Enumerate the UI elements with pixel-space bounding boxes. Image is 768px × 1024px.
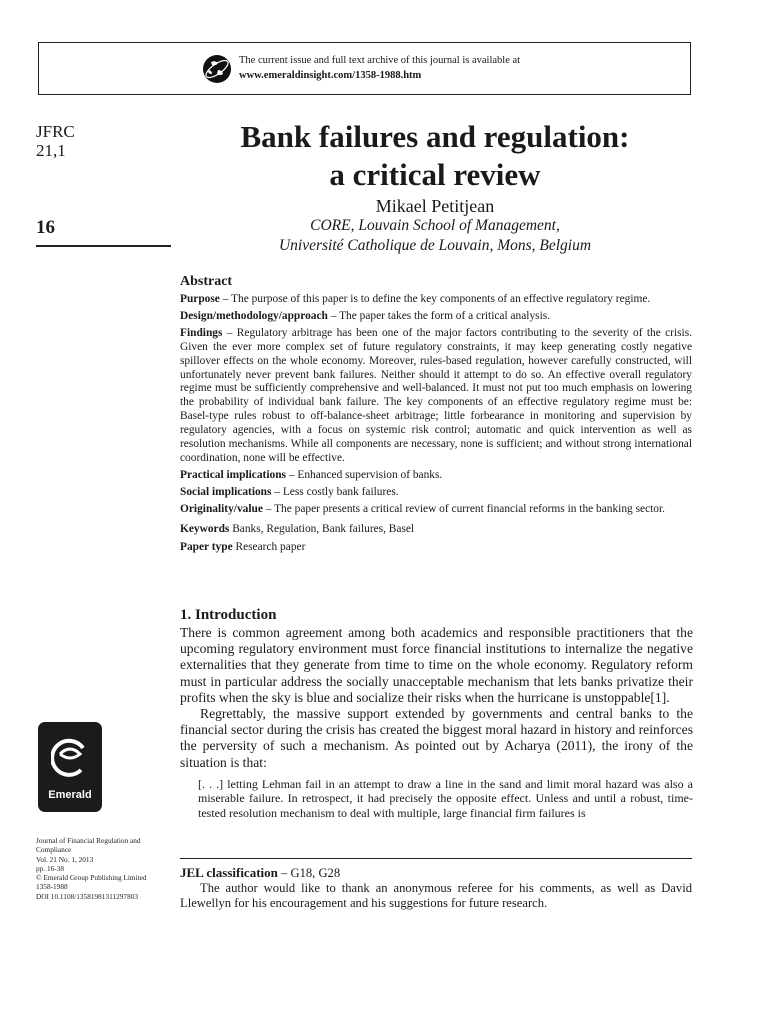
abstract-originality (180, 503, 692, 517)
citation-line: Compliance (36, 845, 72, 855)
jel-codes: – G18, G28 (277, 866, 341, 880)
intro-paragraph-2: Regrettably, the massive support extended by governments and central banks to the financial sector during the crisis has created the biggest moral hazard in history and reinforces the perversity of such a mechanism. As pointed out by Acharya (2011), the irony of the situation is that: (180, 706, 693, 770)
social-label: Social implications (180, 485, 272, 498)
keywords-text: Banks, Regulation, Bank failures, Basel (229, 522, 415, 535)
originality-text: – The paper presents a critical review of current financial reforms in the banking sector. (262, 502, 666, 515)
emerald-logo (38, 722, 102, 812)
design-label: Design/methodology/approach (180, 309, 328, 322)
originality-label: Originality/value (180, 502, 263, 515)
citation-line: pp. 16-38 (36, 863, 64, 873)
introduction-section (180, 606, 693, 821)
affiliation-line-2: Université Catholique de Louvain, Mons, Belgium (278, 237, 592, 254)
paper-type-text: Research paper (232, 540, 306, 553)
abstract-heading: Abstract (180, 274, 233, 289)
purpose-label: Purpose (180, 293, 220, 305)
emerald-wordmark: Emerald (48, 789, 92, 801)
social-text: – Less costly bank failures. (271, 485, 399, 498)
abstract-practical (180, 469, 692, 483)
journal-citation-info (36, 836, 174, 901)
abstract-purpose (180, 293, 692, 307)
page-number: 16 (36, 217, 55, 238)
author-affiliation (180, 216, 690, 256)
globe-icon (202, 54, 232, 84)
journal-archive-banner (38, 42, 691, 95)
block-quote: [. . .] letting Lehman fail in an attempt to draw a line in the sand and limit moral hazard was also a miserable failure. In retrospect, it had precisely the opposite effect. Unless and until a robust, time-tested resolution mechanism to deal with multiple, large financial firm failures is (198, 776, 693, 821)
banner-line: The current issue and full text archive of this journal is available at (239, 55, 521, 66)
keywords-label: Keywords (180, 522, 230, 535)
title-line-2: a critical review (329, 157, 541, 192)
footnote-section (180, 865, 692, 911)
affiliation-line-1: CORE, Louvain School of Management, (310, 217, 560, 234)
citation-line: © Emerald Group Publishing Limited (36, 873, 147, 883)
purpose-text: – The purpose of this paper is to define the key components of an effective regulatory regime. (219, 293, 651, 305)
journal-url-link[interactable]: www.emeraldinsight.com/1358-1988.htm (239, 70, 422, 81)
practical-label: Practical implications (180, 468, 286, 481)
intro-paragraph-1: There is common agreement among both academics and responsible practitioners that the upcoming regulatory environment must force financial institutions to internalize the negative externalities that they generate from time to time on the whole economy. Regulatory reform must in particular address the socially unacceptable mechanism that lets banks privatize their profits when the sky is blue and socialize their risks when the hurricane is unstoppable[1]. (180, 625, 693, 705)
findings-text: – Regulatory arbitrage has been one of the major factors contributing to the severity of the crisis. Given the ever more complex set of future regulatory constraints, it may keep generating costly negative spillover effects on the whole economy. Moreover, rules-based regulation, however carefully constructed, will unfortunately never prevent bank failures. Neither should it attempt to do so. An effective overall regulatory regime must be sufficiently comprehensive and well-balanced. It must not put too much emphasis on lowering the probability of individual bank failure. The key components of an effective regulatory regime must be: Basel-type rules robust to off-balance-sheet arbitrage; little forbearance in monitoring and supervision by regulatory agencies, with a focus on systemic risk control; automatic and quick intervention as well as resolution mechanisms. While all components are necessary, none is sufficient; and without strong international coordination, none will be effective. (180, 326, 692, 464)
abstract-section (180, 273, 692, 557)
abstract-social (180, 486, 692, 500)
author-name: Mikael Petitjean (375, 196, 495, 216)
citation-line: Vol. 21 No. 1, 2013 (36, 854, 94, 864)
title-line-1: Bank failures and regulation: (240, 119, 630, 154)
design-text: – The paper takes the form of a critical analysis. (327, 309, 551, 322)
journal-abbrev: JFRC (36, 122, 75, 141)
jel-label: JEL classification (180, 865, 278, 880)
abstract-paper-type (180, 541, 692, 555)
abstract-design (180, 310, 692, 324)
practical-text: – Enhanced supervision of banks. (285, 468, 443, 481)
footnote-divider (180, 858, 692, 859)
introduction-heading: 1. Introduction (180, 607, 277, 623)
journal-side-info (36, 122, 75, 160)
findings-label: Findings (180, 326, 223, 339)
article-title (180, 118, 690, 194)
acknowledgement: The author would like to thank an anonymous referee for his comments, as well as David Llewellyn for his encouragement and his suggestions for future research. (180, 881, 692, 910)
paper-type-label: Paper type (180, 540, 233, 553)
citation-line: DOI 10.1108/13581981311297803 (36, 891, 139, 901)
jel-classification (180, 865, 692, 881)
citation-line: 1358-1988 (36, 882, 68, 892)
volume-issue: 21,1 (36, 141, 66, 160)
abstract-findings (180, 327, 692, 466)
banner-text (239, 53, 520, 83)
side-divider (36, 245, 171, 247)
citation-line: Journal of Financial Regulation and (36, 836, 141, 845)
emerald-e-icon (51, 732, 89, 784)
abstract-keywords (180, 523, 692, 537)
